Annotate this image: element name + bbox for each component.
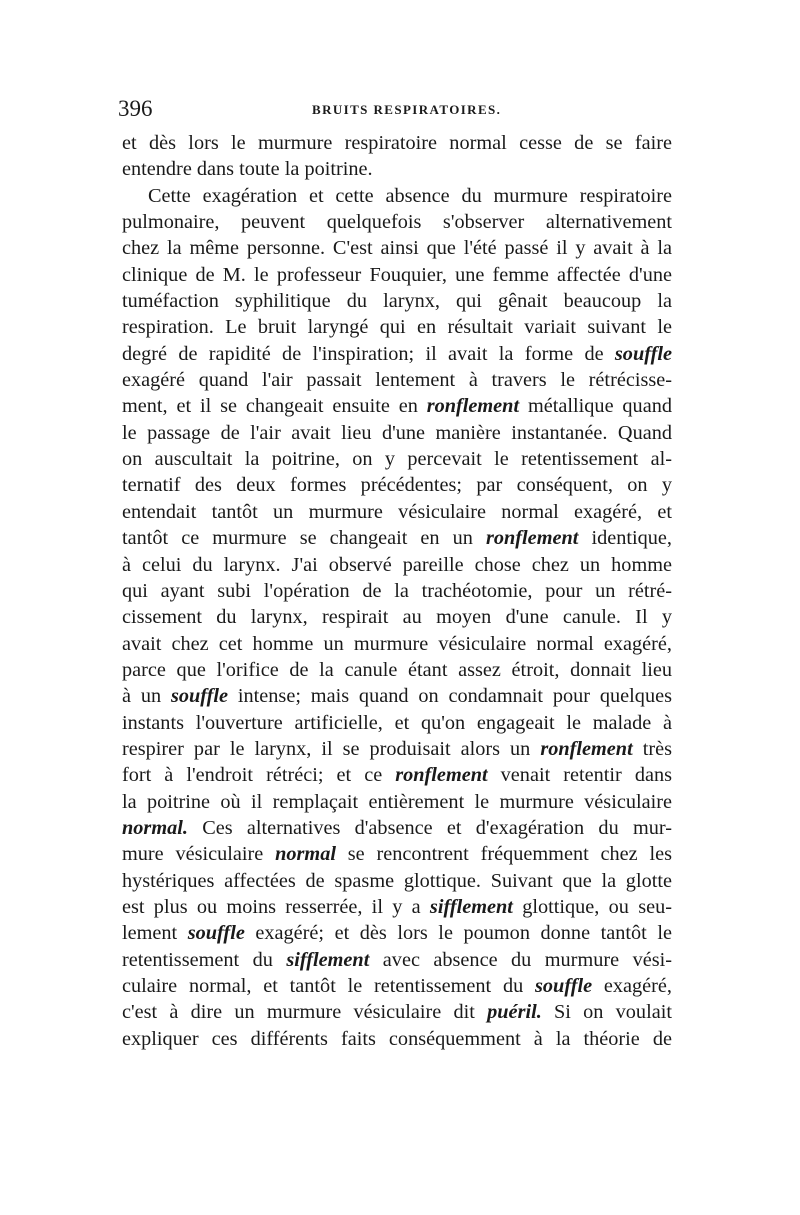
text-segment: mure vésiculaire bbox=[122, 843, 276, 866]
text-line bbox=[122, 657, 672, 683]
italic-term: normal bbox=[275, 843, 336, 866]
text-line bbox=[122, 604, 672, 630]
text-segment: respiration. Le bruit laryngé qui en résultait variait suivant le bbox=[122, 316, 672, 339]
text-segment: exagéré quand l'air passait lentement à travers le rétrécisse- bbox=[122, 369, 672, 392]
text-line bbox=[122, 314, 672, 340]
text-line bbox=[122, 209, 672, 235]
text-segment: expliquer ces différents faits conséquemment à la théorie de bbox=[122, 1027, 672, 1050]
text-segment: pulmonaire, peuvent quelquefois s'observer alternativement bbox=[122, 211, 672, 234]
text-line bbox=[122, 262, 672, 288]
text-segment: Ces alternatives d'absence et d'exagération du mur- bbox=[187, 816, 672, 839]
page-header bbox=[118, 96, 678, 122]
text-line bbox=[122, 868, 672, 894]
italic-term: normal. bbox=[122, 816, 188, 839]
text-line bbox=[122, 499, 672, 525]
italic-term: ronflement bbox=[426, 395, 520, 418]
italic-term: souffle bbox=[614, 342, 672, 365]
text-segment: à un bbox=[122, 685, 171, 708]
text-segment: exagéré, bbox=[592, 975, 672, 997]
text-segment: fort à l'endroit rétréci; et ce bbox=[122, 764, 396, 787]
text-line bbox=[122, 736, 672, 762]
text-segment: intense; mais quand on condamnait pour quelques bbox=[228, 685, 672, 708]
text-segment: entendait tantôt un murmure vésiculaire normal exagéré, et bbox=[122, 500, 672, 523]
text-line bbox=[122, 973, 672, 999]
text-segment: qui ayant subi l'opération de la trachéotomie, pour un rétré- bbox=[122, 579, 672, 602]
italic-term: puéril. bbox=[487, 1001, 542, 1024]
text-segment: identique, bbox=[578, 527, 672, 550]
text-line bbox=[122, 183, 672, 209]
text-line bbox=[122, 367, 672, 393]
italic-term: ronflement bbox=[485, 527, 579, 550]
text-segment: à celui du larynx. J'ai observé pareille chose chez un homme bbox=[122, 553, 672, 576]
italic-term: ronflement bbox=[395, 764, 488, 787]
text-segment: glottique, ou seu- bbox=[512, 895, 672, 918]
text-segment: instants l'ouverture artificielle, et qu'on engageait le malade à bbox=[122, 711, 672, 734]
text-line bbox=[122, 789, 672, 815]
text-segment: Si on voulait bbox=[541, 1001, 672, 1024]
text-line bbox=[122, 815, 672, 841]
text-segment: avait chez cet homme un murmure vésiculaire normal exagéré, bbox=[122, 632, 672, 655]
text-segment: avec absence du murmure vési- bbox=[369, 948, 672, 971]
text-line bbox=[122, 578, 672, 604]
text-segment: retentissement du bbox=[122, 948, 287, 971]
text-segment: lement bbox=[122, 922, 188, 945]
body-text bbox=[122, 130, 672, 1052]
text-line bbox=[122, 710, 672, 736]
text-segment: ternatif des deux formes précédentes; par conséquent, on y bbox=[122, 474, 672, 497]
running-title: BRUITS RESPIRATOIRES. bbox=[312, 102, 502, 117]
text-segment: ment, et il se changeait ensuite en bbox=[122, 395, 427, 418]
text-line bbox=[122, 235, 672, 261]
text-segment: se rencontrent fréquemment chez les bbox=[335, 843, 672, 866]
text-line bbox=[122, 341, 672, 367]
text-segment: c'est à dire un murmure vésiculaire dit bbox=[122, 1001, 488, 1024]
text-line bbox=[122, 1026, 672, 1052]
text-segment: parce que l'orifice de la canule étant assez étroit, donnait lieu bbox=[122, 658, 672, 681]
text-segment: tuméfaction syphilitique du larynx, qui gênait beaucoup la bbox=[122, 290, 672, 313]
text-segment: et dès lors le murmure respiratoire normal cesse de se faire bbox=[122, 132, 672, 154]
text-line bbox=[122, 552, 672, 578]
text-line bbox=[122, 683, 672, 709]
text-line bbox=[122, 631, 672, 657]
text-line bbox=[122, 947, 672, 973]
italic-term: souffle bbox=[535, 975, 593, 997]
text-line bbox=[122, 841, 672, 867]
text-segment: on auscultait la poitrine, on y percevait le retentissement al- bbox=[122, 448, 672, 471]
text-line bbox=[122, 393, 672, 419]
text-segment: cissement du larynx, respirait au moyen d'une canule. Il y bbox=[122, 606, 672, 629]
text-segment: clinique de M. le professeur Fouquier, une femme affectée d'une bbox=[122, 263, 672, 286]
text-line bbox=[122, 472, 672, 498]
text-line bbox=[122, 156, 672, 182]
text-segment: métallique quand bbox=[519, 395, 672, 418]
text-segment: chez la même personne. C'est ainsi que l'été passé il y avait à la bbox=[122, 237, 672, 260]
text-segment: degré de rapidité de l'inspiration; il avait la forme de bbox=[122, 342, 615, 365]
italic-term: souffle bbox=[187, 922, 245, 945]
text-line bbox=[122, 999, 672, 1025]
text-segment: culaire normal, et tantôt le retentissement du bbox=[122, 975, 535, 997]
text-segment: est plus ou moins resserrée, il y a bbox=[122, 895, 430, 918]
text-line bbox=[122, 525, 672, 551]
text-line bbox=[122, 420, 672, 446]
text-segment: entendre dans toute la poitrine. bbox=[122, 158, 373, 181]
italic-term: ronflement bbox=[540, 737, 633, 760]
text-segment: Cette exagération et cette absence du murmure respiratoire bbox=[148, 184, 672, 207]
text-segment: très bbox=[632, 737, 672, 760]
italic-term: sifflement bbox=[429, 895, 513, 918]
text-line bbox=[122, 446, 672, 472]
text-segment: respirer par le larynx, il se produisait alors un bbox=[122, 737, 541, 760]
text-line bbox=[122, 288, 672, 314]
text-line bbox=[122, 130, 672, 156]
text-segment: tantôt ce murmure se changeait en un bbox=[122, 527, 486, 550]
text-segment: la poitrine où il remplaçait entièrement le murmure vésiculaire bbox=[122, 790, 672, 813]
text-line bbox=[122, 894, 672, 920]
text-segment: venait retentir dans bbox=[487, 764, 672, 787]
text-segment: le passage de l'air avait lieu d'une manière instantanée. Quand bbox=[122, 421, 672, 444]
text-segment: hystériques affectées de spasme glottique. Suivant que la glotte bbox=[122, 869, 672, 892]
page-number: 396 bbox=[118, 96, 153, 121]
text-line bbox=[122, 762, 672, 788]
text-line bbox=[122, 920, 672, 946]
text-segment: exagéré; et dès lors le poumon donne tantôt le bbox=[244, 922, 672, 945]
italic-term: sifflement bbox=[286, 948, 370, 971]
italic-term: souffle bbox=[170, 685, 229, 708]
